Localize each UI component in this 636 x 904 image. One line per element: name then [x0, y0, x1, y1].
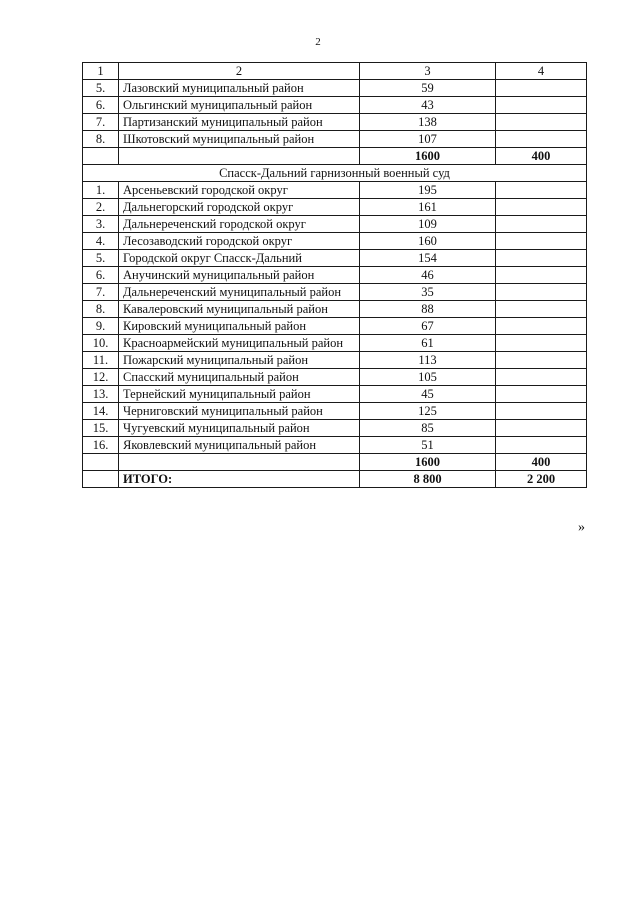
row-number: 14. [83, 403, 119, 420]
table-row [83, 301, 587, 318]
table-row [83, 114, 587, 131]
row-name: Красноармейский муниципальный район [119, 335, 360, 352]
table-row [83, 403, 587, 420]
table-row [83, 420, 587, 437]
subtotal-label-cell [119, 454, 360, 471]
row-number: 7. [83, 284, 119, 301]
row-number: 8. [83, 301, 119, 318]
row-value: 160 [360, 233, 496, 250]
row-number: 10. [83, 335, 119, 352]
row-name: Дальнереченский муниципальный район [119, 284, 360, 301]
closing-quote: » [578, 520, 585, 535]
row-name: Кавалеровский муниципальный район [119, 301, 360, 318]
row-extra [496, 335, 587, 352]
row-name: Пожарский муниципальный район [119, 352, 360, 369]
row-value: 46 [360, 267, 496, 284]
total-row [83, 471, 587, 488]
total-label: ИТОГО: [119, 471, 360, 488]
table-row [83, 250, 587, 267]
table-row [83, 284, 587, 301]
allocation-table [82, 62, 587, 488]
table-row [83, 437, 587, 454]
table-row [83, 199, 587, 216]
row-extra [496, 386, 587, 403]
row-name: Лесозаводский городской округ [119, 233, 360, 250]
header-cell-col4: 4 [496, 63, 587, 80]
row-extra [496, 80, 587, 97]
table-row [83, 131, 587, 148]
row-extra [496, 437, 587, 454]
subtotal-row [83, 454, 587, 471]
row-name: Городской округ Спасск-Дальний [119, 250, 360, 267]
row-name: Шкотовский муниципальный район [119, 131, 360, 148]
row-value: 125 [360, 403, 496, 420]
total-empty-cell [83, 471, 119, 488]
table-row [83, 97, 587, 114]
row-extra [496, 318, 587, 335]
row-value: 107 [360, 131, 496, 148]
row-value: 45 [360, 386, 496, 403]
row-number: 8. [83, 131, 119, 148]
row-name: Арсеньевский городской округ [119, 182, 360, 199]
row-name: Яковлевский муниципальный район [119, 437, 360, 454]
row-name: Тернейский муниципальный район [119, 386, 360, 403]
row-number: 6. [83, 267, 119, 284]
total-extra: 2 200 [496, 471, 587, 488]
row-value: 154 [360, 250, 496, 267]
page-number: 2 [315, 36, 321, 48]
row-value: 85 [360, 420, 496, 437]
row-number: 13. [83, 386, 119, 403]
table-row [83, 352, 587, 369]
row-value: 51 [360, 437, 496, 454]
row-name: Спасский муниципальный район [119, 369, 360, 386]
row-name: Лазовский муниципальный район [119, 80, 360, 97]
table-row [83, 318, 587, 335]
table-row [83, 216, 587, 233]
row-number: 7. [83, 114, 119, 131]
row-number: 11. [83, 352, 119, 369]
row-number: 1. [83, 182, 119, 199]
row-extra [496, 114, 587, 131]
section-title: Спасск-Дальний гарнизонный военный суд [83, 165, 587, 182]
header-row [83, 63, 587, 80]
row-extra [496, 250, 587, 267]
row-value: 43 [360, 97, 496, 114]
subtotal-value: 1600 [360, 148, 496, 165]
subtotal-label-cell [119, 148, 360, 165]
row-extra [496, 199, 587, 216]
total-value: 8 800 [360, 471, 496, 488]
header-cell-col3: 3 [360, 63, 496, 80]
row-value: 109 [360, 216, 496, 233]
subtotal-extra: 400 [496, 454, 587, 471]
subtotal-row [83, 148, 587, 165]
row-number: 4. [83, 233, 119, 250]
row-name: Дальнереченский городской округ [119, 216, 360, 233]
row-value: 35 [360, 284, 496, 301]
row-number: 12. [83, 369, 119, 386]
row-number: 5. [83, 250, 119, 267]
row-extra [496, 233, 587, 250]
row-name: Черниговский муниципальный район [119, 403, 360, 420]
row-extra [496, 97, 587, 114]
row-number: 3. [83, 216, 119, 233]
row-value: 195 [360, 182, 496, 199]
table-row [83, 80, 587, 97]
row-number: 9. [83, 318, 119, 335]
row-name: Анучинский муниципальный район [119, 267, 360, 284]
row-value: 105 [360, 369, 496, 386]
subtotal-value: 1600 [360, 454, 496, 471]
row-number: 6. [83, 97, 119, 114]
subtotal-empty-cell [83, 454, 119, 471]
subtotal-empty-cell [83, 148, 119, 165]
table-row [83, 182, 587, 199]
header-cell-col2: 2 [119, 63, 360, 80]
row-value: 88 [360, 301, 496, 318]
row-number: 5. [83, 80, 119, 97]
subtotal-extra: 400 [496, 148, 587, 165]
row-name: Ольгинский муниципальный район [119, 97, 360, 114]
table-row [83, 335, 587, 352]
row-extra [496, 420, 587, 437]
row-extra [496, 301, 587, 318]
row-value: 113 [360, 352, 496, 369]
row-extra [496, 369, 587, 386]
row-extra [496, 403, 587, 420]
header-cell-col1: 1 [83, 63, 119, 80]
row-extra [496, 216, 587, 233]
row-value: 61 [360, 335, 496, 352]
row-extra [496, 182, 587, 199]
table-row [83, 233, 587, 250]
table-row [83, 267, 587, 284]
row-value: 138 [360, 114, 496, 131]
row-value: 161 [360, 199, 496, 216]
row-extra [496, 284, 587, 301]
row-value: 67 [360, 318, 496, 335]
row-extra [496, 131, 587, 148]
row-extra [496, 267, 587, 284]
table-row [83, 386, 587, 403]
row-name: Чугуевский муниципальный район [119, 420, 360, 437]
row-name: Партизанский муниципальный район [119, 114, 360, 131]
row-number: 16. [83, 437, 119, 454]
section-row [83, 165, 587, 182]
row-name: Дальнегорский городской округ [119, 199, 360, 216]
row-name: Кировский муниципальный район [119, 318, 360, 335]
row-value: 59 [360, 80, 496, 97]
row-extra [496, 352, 587, 369]
row-number: 2. [83, 199, 119, 216]
row-number: 15. [83, 420, 119, 437]
table-row [83, 369, 587, 386]
